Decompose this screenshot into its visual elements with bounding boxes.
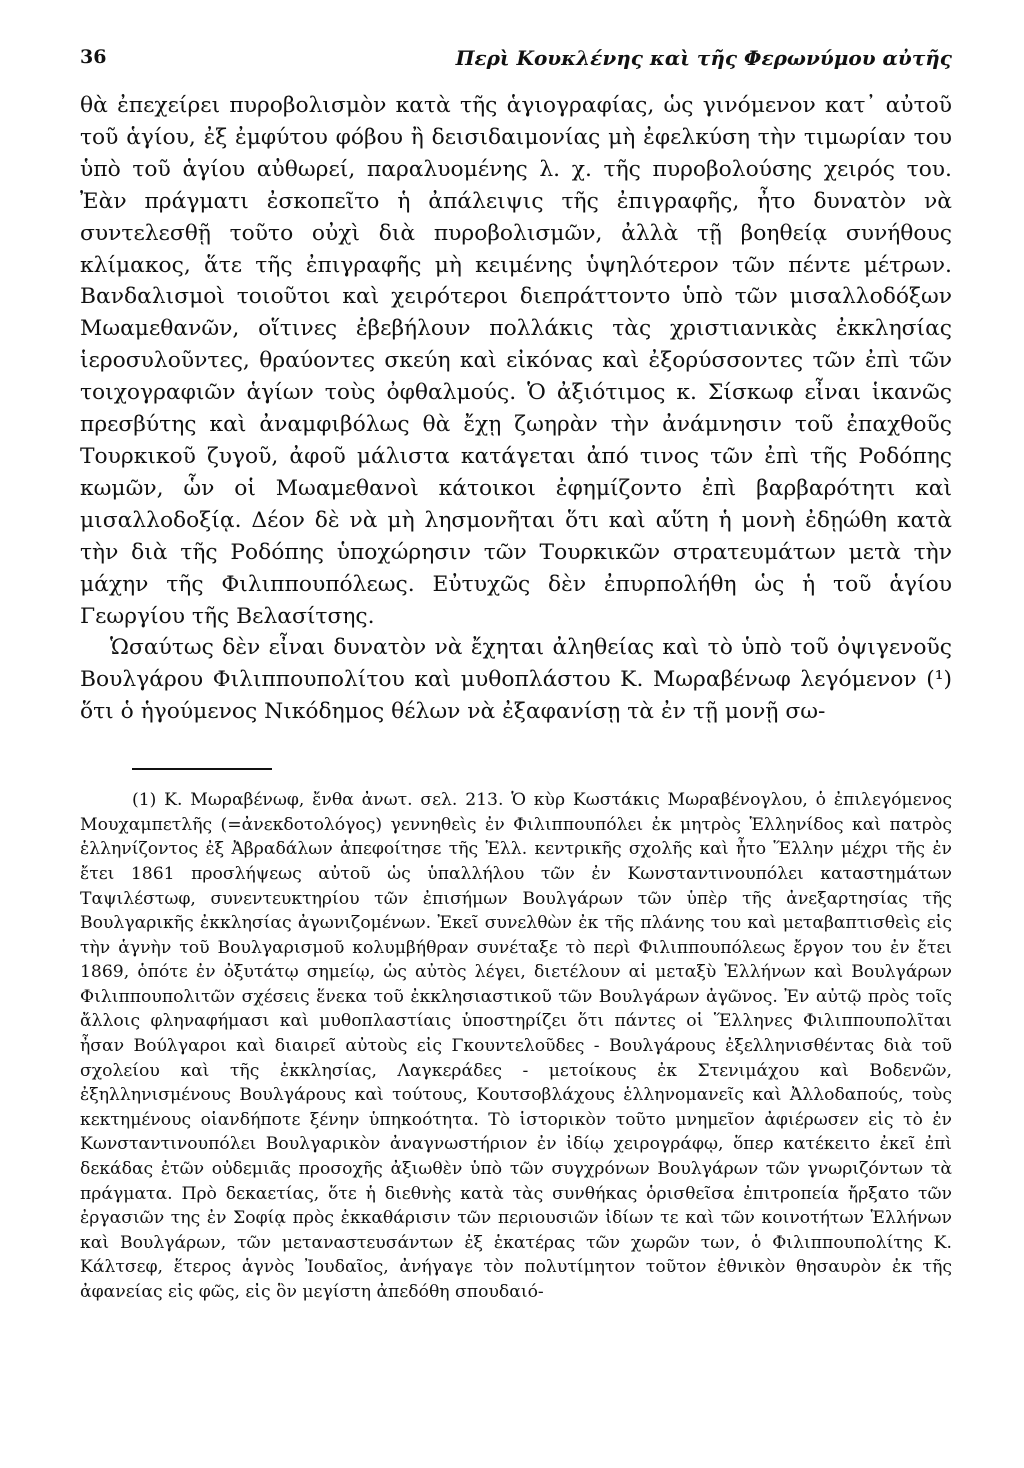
footnote-divider <box>132 768 272 770</box>
footnotes <box>80 788 952 1304</box>
page-header <box>80 38 952 78</box>
main-text <box>80 90 952 728</box>
body-paragraph: θὰ ἐπεχείρει πυροβολισμὸν κατὰ τῆς ἁγιογραφίας, ὡς γινόμενον κατ᾽ αὐτοῦ τοῦ ἁγίου, ἐξ ἐμφύτου φόβου ἢ δεισιδαιμονίας μὴ ἐφελκύση τὴν τιμωρίαν του ὑπὸ τοῦ ἁγίου αὐθωρεί, παραλυομένης λ. χ. τῆς πυροβολούσης χειρός του. Ἐὰν πράγματι ἐσκοπεῖτο ἡ ἀπάλειψις τῆς ἐπιγραφῆς, ἦτο δυνατὸν νὰ συντελεσθῇ τοῦτο οὐχὶ διὰ πυροβολισμῶν, ἀλλὰ τῇ βοηθείᾳ συνήθους κλίμακος, ἅτε τῆς ἐπιγραφῆς μὴ κειμένης ὑψηλότερον τῶν πέντε μέτρων. Βανδαλισμοὶ τοιοῦτοι καὶ χειρότεροι διεπράττοντο ὑπὸ τῶν μισαλλοδόξων Μωαμεθανῶν, οἵτινες ἐβεβήλουν πολλάκις τὰς χριστιανικὰς ἐκκλησίας ἱεροσυλοῦντες, θραύοντες σκεύη καὶ εἰκόνας καὶ ἐξορύσσοντες τῶν ἐπὶ τῶν τοιχογραφιῶν ἁγίων τοὺς ὀφθαλμούς. Ὁ ἀξιότιμος κ. Σίσκωφ εἶναι ἱκανῶς πρεσβύτης καὶ ἀναμφιβόλως θὰ ἔχῃ ζωηρὰν τὴν ἀνάμνησιν τοῦ ἐπαχθοῦς Τουρκικοῦ ζυγοῦ, ἀφοῦ μάλιστα κατάγεται ἀπό τινος τῶν ἐπὶ τῆς Ροδόπης κωμῶν, ὧν οἱ Μωαμεθανοὶ κάτοικοι ἐφημίζοντο ἐπὶ βαρβαρότητι καὶ μισαλλοδοξίᾳ. Δέον δὲ νὰ μὴ λησμονῆται ὅτι καὶ αὕτη ἡ μονὴ ἐδῃώθη κατὰ τὴν διὰ τῆς Ροδόπης ὑποχώρησιν τῶν Τουρκικῶν στρατευμάτων μετὰ τὴν μάχην τῆς Φιλιππουπόλεως. Εὐτυχῶς δὲν ἐπυρπολήθη ὡς ἡ τοῦ ἁγίου Γεωργίου τῆς Βελασίτσης. <box>80 93 952 629</box>
footnote: (1) Κ. Μωραβένωφ, ἔνθα ἀνωτ. σελ. 213. Ὁ κὺρ Κωστάκις Μωραβένογλου, ὁ ἐπιλεγόμενος Μουχαμπετλῆς (=ἀνεκδοτολόγος) γεννηθεὶς ἐν Φιλιππουπόλει ἐκ μητρὸς Ἑλληνίδος καὶ πατρὸς ἑλληνίζοντος ἐξ Ἀβραδάλων ἀπεφοίτησε τῆς Ἑλλ. κεντρικῆς σχολῆς καὶ ἦτο Ἕλλην μέχρι τῆς ἐν ἔτει 1861 προσλήψεως αὐτοῦ ὡς ὑπαλλήλου τῶν ἐν Κωνσταντινουπόλει καταστημάτων Ταψιλέστωφ, συνεντευκτηρίου τῶν ἐπισήμων Βουλγάρων τῶν ὑπὲρ τῆς ἀνεξαρτησίας τῆς Βουλγαρικῆς ἐκκλησίας ἀγωνιζομένων. Ἐκεῖ συνελθὼν ἐκ τῆς πλάνης του καὶ μεταβαπτισθεὶς εἰς τὴν ἁγνὴν τοῦ Βουλγαρισμοῦ κολυμβήθραν συνέταξε τὸ περὶ Φιλιππουπόλεως ἔργον του ἐν ἔτει 1869, ὁπότε ἐν ὀξυτάτῳ σημείῳ, ὡς αὐτὸς λέγει, διετέλουν αἱ μεταξὺ Ἑλλήνων καὶ Βουλγάρων Φιλιππουπολιτῶν σχέσεις ἕνεκα τοῦ ἐκκλησιαστικοῦ τῶν Βουλγάρων ἀγῶνος. Ἐν αὐτῷ πρὸς τοῖς ἄλλοις φληναφήμασι καὶ μυθοπλαστίαις ὑποστηρίζει ὅτι πάντες οἱ Ἕλληνες Φιλιππουπολῖται ἦσαν Βούλγαροι καὶ διαιρεῖ αὐτοὺς εἰς Γκουντελοῦδες - Βουλγάρους ἐξελληνισθέντας διὰ τοῦ σχολείου καὶ τῆς ἐκκλησίας, Λαγκεράδες - μετοίκους ἐκ Στενιμάχου καὶ Βοδενῶν, ἐξηλληνισμένους Βουλγάρους καὶ τούτους, Κουτσοβλάχους ἑλληνομανεῖς καὶ Ἀλλοδαπούς, τοὺς κεκτημένους οἱανδήποτε ξένην ὑπηκοότητα. Τὸ ἱστορικὸν τοῦτο μνημεῖον ἀφιέρωσεν εἰς τὸ ἐν Κωνσταντινουπόλει Βουλγαρικὸν ἀναγνωστήριον ἐν ἰδίῳ χειρογράφῳ, ὅπερ κατέκειτο ἐκεῖ ἐπὶ δεκάδας ἐτῶν οὐδεμιᾶς προσοχῆς ἀξιωθὲν ὑπὸ τῶν συγχρόνων Βουλγάρων τῶν γνωριζόντων τὰ πράγματα. Πρὸ δεκαετίας, ὅτε ἡ διεθνὴς κατὰ τὰς συνθήκας ὁρισθεῖσα ἐπιτροπεία ἤρξατο τῶν ἐργασιῶν της ἐν Σοφίᾳ πρὸς ἐκκαθάρισιν τῶν περιουσιῶν ἰδίων τε καὶ τῶν κοινοτήτων Ἑλλήνων καὶ Βουλγάρων, τῶν μεταναστευσάντων ἐξ ἑκατέρας τῶν χωρῶν των, ὁ Φιλιππουπολίτης Κ. Κάλτσεφ, ἕτερος ἁγνὸς Ἰουδαῖος, ἀνήγαγε τὸν πολυτίμητον τοῦτον ἐθνικὸν θησαυρὸν ἐκ τῆς ἀφανείας εἰς φῶς, εἰς ὃν μεγίστη ἀπεδόθη σπουδαιό- <box>80 790 952 1302</box>
page-number: 36 <box>80 46 107 68</box>
running-title: Περὶ Κουκλένης καὶ τῆς Φερωνύμου αὐτῆς <box>455 46 952 70</box>
book-page <box>80 38 952 1438</box>
body-paragraph: Ὡσαύτως δὲν εἶναι δυνατὸν νὰ ἔχηται ἀληθείας καὶ τὸ ὑπὸ τοῦ ὀψιγενοῦς Βουλγάρου Φιλιππουπολίτου καὶ μυθοπλάστου Κ. Μωραβένωφ λεγόμενον (¹) ὅτι ὁ ἡγούμενος Νικόδημος θέλων νὰ ἐξαφανίσῃ τὰ ἐν τῇ μονῇ σω- <box>80 635 952 725</box>
